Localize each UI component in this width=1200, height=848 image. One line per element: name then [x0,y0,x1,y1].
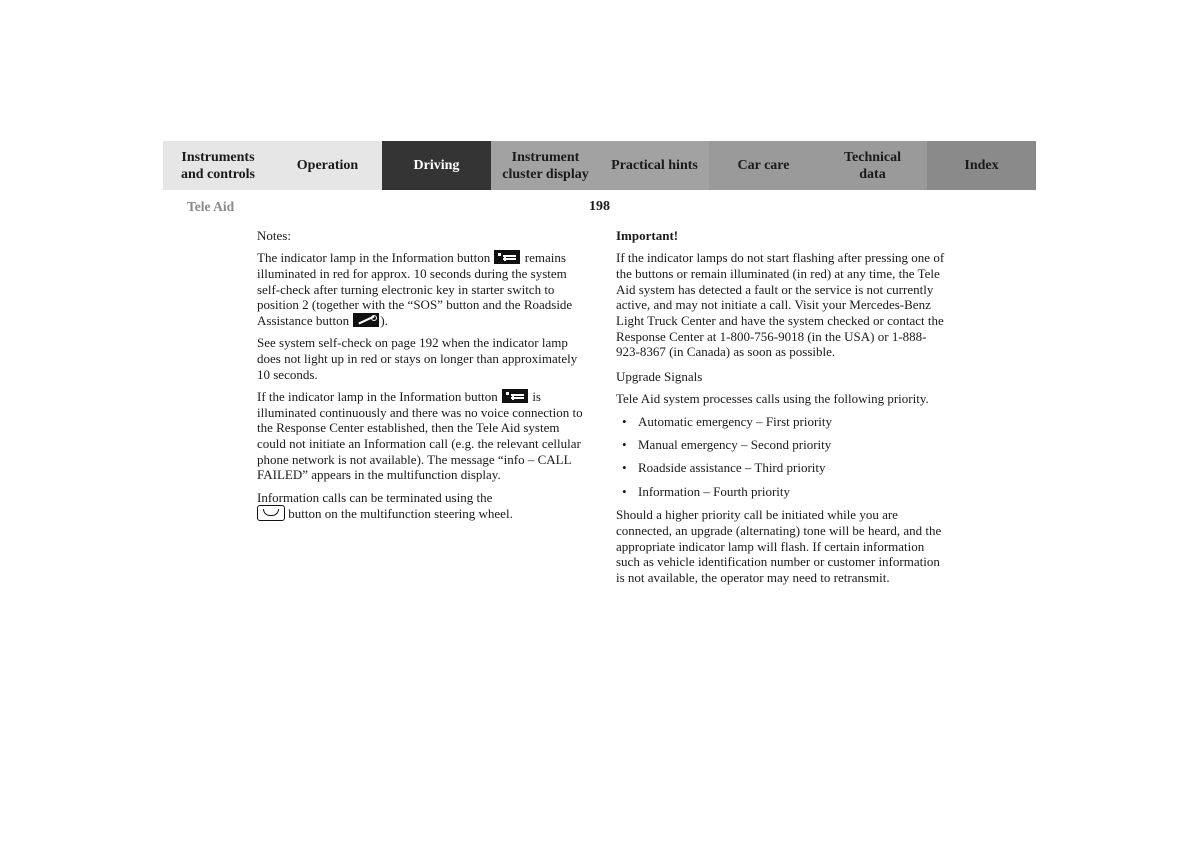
info-button-icon [494,250,520,264]
notes-heading: Notes: [257,228,291,243]
priority-list [616,414,946,500]
left-column [257,228,587,528]
tab-driving[interactable]: Driving [382,141,491,190]
important-paragraph: If the indicator lamps do not start flashing after pressing one of the buttons or remain illuminated (in red) at any time, the Tele Aid system has detected a fault or the service is not currently active, and may not initiate a call. Visit your Mercedes-Benz Light Truck Center and have the system checked or contact the Response Center at 1-800-756-9018 (in the USA) or 1-888-923-8367 (in Canada) as soon as possible. [616,250,945,360]
right-column [616,228,946,592]
list-item: • Manual emergency – Second priority [616,437,946,453]
note-paragraph-1: The indicator lamp in the Information button remains illuminated in red for approx. 10 seconds during the system self-check after turning electronic key in starter switch to position 2 (together with the “SOS” button and the Roadside Assistance button ). [257,250,573,329]
note-paragraph-4: Information calls can be terminated using the button on the multifunction steering wheel. [257,489,513,522]
phone-hangup-icon [257,505,285,521]
priority-intro: Tele Aid system processes calls using the following priority. [616,391,929,407]
tab-instrument-cluster-display[interactable]: Instrument cluster display [491,141,600,190]
tab-technical-data[interactable]: Technical data [818,141,927,190]
tab-operation[interactable]: Operation [273,141,382,190]
note-paragraph-3: If the indicator lamp in the Information button is illuminated continuously and there was no voice connection to the Response Center established, then the Tele Aid system could not initiate an Information call (e.g. the relevant cellular phone network is not available). The message “info – CALL FAILED” appears in the multifunction display. [257,388,583,483]
tab-car-care[interactable]: Car care [709,141,818,190]
upgrade-paragraph: Should a higher priority call be initiated while you are connected, an upgrade (alternating) tone will be heard, and the appropriate indicator lamp will flash. If certain information such as vehicle identification number or customer information is not available, the operator may need to retransmit. [616,507,942,585]
tab-instruments-and-controls[interactable]: Instruments and controls [163,141,273,190]
important-heading: Important! [616,228,679,243]
list-item: • Information – Fourth priority [616,484,946,500]
tab-index[interactable]: Index [927,141,1036,190]
note-paragraph-2: See system self-check on page 192 when the indicator lamp does not light up in red or stays on longer than approximately 10 seconds. [257,335,578,382]
chapter-tab-bar [163,141,1036,190]
upgrade-signals-heading: Upgrade Signals [616,369,703,385]
list-item: • Automatic emergency – First priority [616,414,946,430]
info-button-icon [502,389,528,403]
list-item: • Roadside assistance – Third priority [616,460,946,476]
section-label: Tele Aid [187,199,235,214]
page-number: 198 [589,199,610,214]
wrench-icon [353,313,379,327]
tab-practical-hints[interactable]: Practical hints [600,141,709,190]
